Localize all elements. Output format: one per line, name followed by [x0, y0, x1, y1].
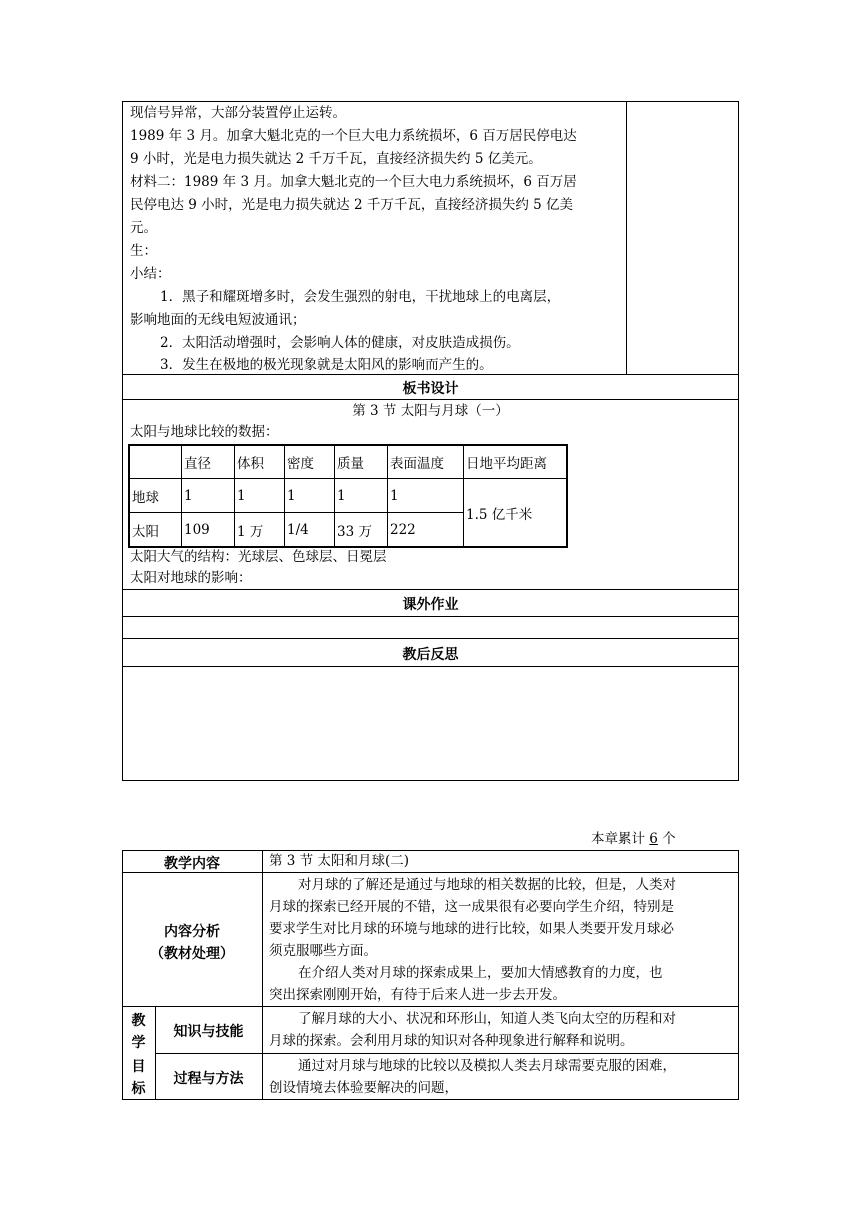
- table-cell: 太阳: [129, 513, 182, 548]
- goal-label-char: 教: [131, 1013, 146, 1029]
- goal-label-char: 标: [131, 1081, 146, 1097]
- text-line: 须克服哪些方面。: [269, 943, 377, 959]
- sun-earth-compare-table: [128, 444, 568, 548]
- homework-header: 课外作业: [402, 597, 459, 613]
- text-line: 元。: [130, 220, 157, 236]
- text-line: 材料二：1989 年 3 月。加拿大魁北克的一个巨大电力系统损坏，6 百万居: [130, 174, 577, 190]
- table-cell: 1: [182, 479, 235, 513]
- table-cell: 1: [335, 479, 388, 513]
- table-header-cell: 直径: [182, 445, 235, 479]
- text-line: 民停电达 9 小时，光是电力损失就达 2 千万千瓦，直接经济损失约 5 亿美: [130, 197, 574, 213]
- text-line: 突出探索刚刚开始，有待于后来人进一步去开发。: [269, 987, 566, 1003]
- text-line: 在介绍人类对月球的探索成果上，要加大情感教育的力度，也: [298, 965, 663, 981]
- text-line: 1989 年 3 月。加拿大魁北克的一个巨大电力系统损坏，6 百万居民停电达: [130, 128, 577, 144]
- table-cell: 1: [235, 479, 285, 513]
- goal-label-char: 目: [131, 1059, 146, 1075]
- text-line: 了解月球的大小、状况和环形山，知道人类飞向太空的历程和对: [298, 1011, 676, 1027]
- text-line: 现信号异常，大部分装置停止运转。: [130, 105, 346, 121]
- table-cell: 1: [388, 479, 464, 513]
- text-line: 创设情境去体验要解决的问题，: [269, 1080, 458, 1096]
- table-cell: 33 万: [335, 513, 388, 548]
- text-line: 月球的探索已经开展的不错，这一成果很有必要向学生介绍，特别是: [269, 899, 674, 915]
- sun-influence-label: 太阳对地球的影响：: [130, 570, 252, 586]
- text-line: 小结：: [130, 266, 171, 282]
- table-header-cell: 密度: [285, 445, 335, 479]
- table-cell: 地球: [129, 479, 182, 513]
- text-line: 9 小时，光是电力损失就达 2 千万千瓦，直接经济损失约 5 亿美元。: [130, 151, 542, 167]
- analysis-sublabel: （教材处理）: [150, 946, 234, 962]
- chapter-count-prefix: 本章累计: [591, 831, 645, 847]
- content-value: 第 3 节 太阳和月球(二): [269, 853, 409, 869]
- text-line: 影响地面的无线电短波通讯；: [130, 312, 306, 328]
- content-label: 教学内容: [164, 856, 220, 872]
- process-method-label: 过程与方法: [173, 1071, 244, 1087]
- text-line: 3．发生在极地的极光现象就是太阳风的影响而产生的。: [160, 357, 493, 373]
- board-design-header: 板书设计: [402, 381, 459, 397]
- analysis-label: 内容分析: [164, 924, 220, 940]
- chapter-count-value: 6: [649, 831, 658, 847]
- compare-label: 太阳与地球比较的数据：: [130, 424, 279, 440]
- table-header-cell: 体积: [235, 445, 285, 479]
- text-line: 通过对月球与地球的比较以及模拟人类去月球需要克服的困难，: [298, 1058, 676, 1074]
- table-cell: 1/4: [285, 513, 335, 548]
- text-line: 月球的探索。会利用月球的知识对各种现象进行解释和说明。: [269, 1033, 634, 1049]
- text-line: 要求学生对比月球的环境与地球的进行比较，如果人类要开发月球必: [269, 921, 674, 937]
- knowledge-skill-label: 知识与技能: [173, 1024, 244, 1040]
- text-line: 1．黑子和耀斑增多时，会发生强烈的射电，干扰地球上的电离层，: [160, 289, 561, 305]
- table-header-cell: 日地平均距离: [464, 445, 568, 479]
- table-cell: 1 万: [235, 513, 285, 548]
- board-title: 第 3 节 太阳与月球（一）: [352, 403, 509, 419]
- reflection-header: 教后反思: [402, 647, 459, 663]
- text-line: 生：: [130, 243, 157, 259]
- table-cell: 109: [182, 513, 235, 548]
- distance-cell: 1.5 亿千米: [464, 479, 568, 548]
- goal-label-char: 学: [131, 1035, 146, 1051]
- text-line: 对月球的了解还是通过与地球的相关数据的比较，但是，人类对: [298, 877, 676, 893]
- table-cell: 222: [388, 513, 464, 548]
- table-header-cell: 质量: [335, 445, 388, 479]
- table-header-cell: 表面温度: [388, 445, 464, 479]
- chapter-count: [591, 830, 676, 848]
- table-row: [129, 479, 567, 513]
- atmosphere-structure: 太阳大气的结构：光球层、色球层、日冕层: [130, 549, 387, 565]
- text-line: 2．太阳活动增强时，会影响人体的健康，对皮肤造成损伤。: [160, 335, 520, 351]
- chapter-count-suffix: 个: [662, 831, 676, 847]
- table-row: [129, 445, 567, 479]
- table-header-cell: [129, 445, 182, 479]
- table-cell: 1: [285, 479, 335, 513]
